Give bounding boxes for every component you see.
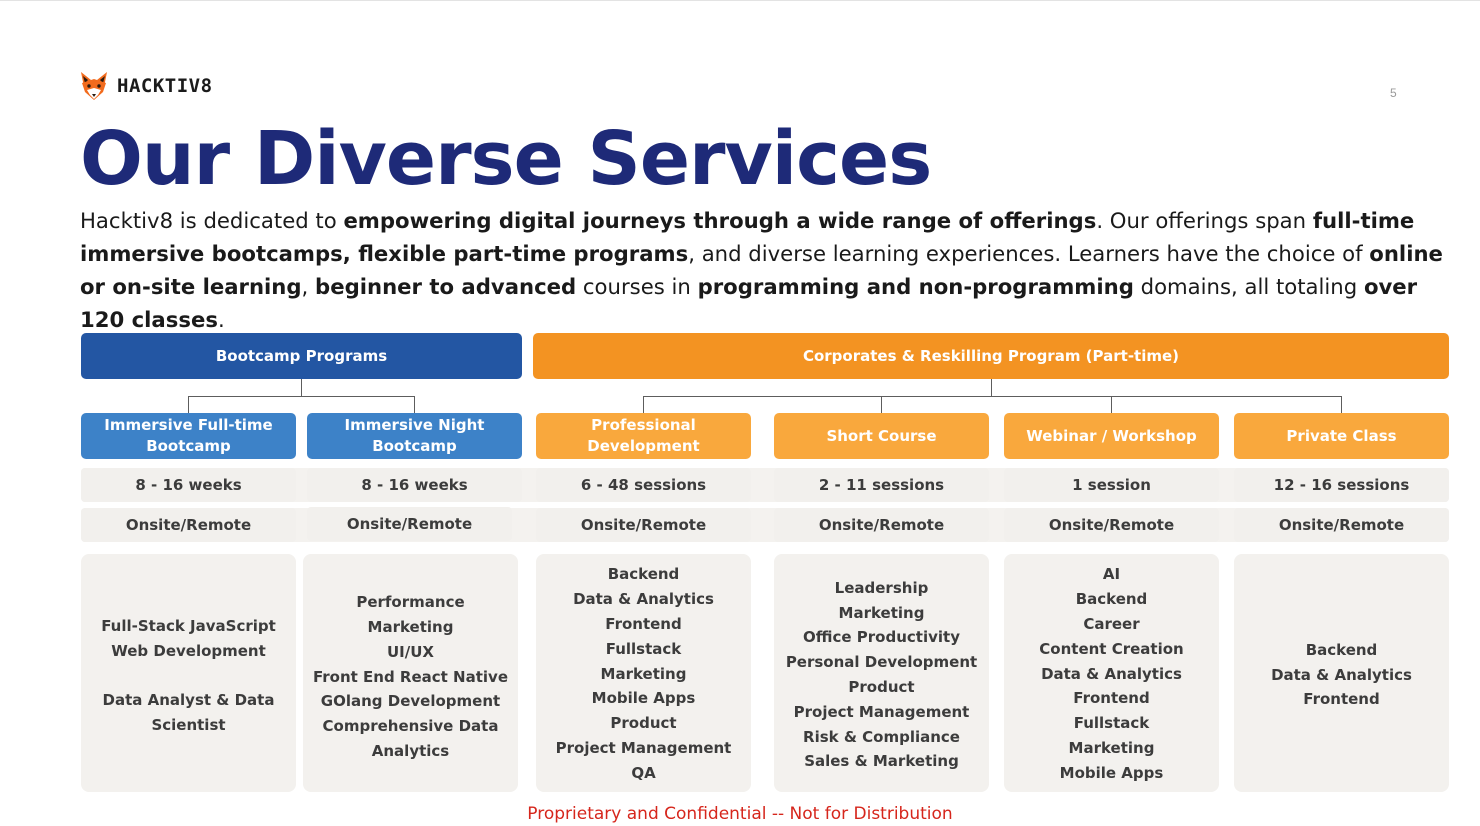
connector	[414, 396, 415, 413]
hacktiv8-logo	[78, 70, 213, 102]
intro-text: courses in	[576, 274, 698, 299]
duration-cell: 1 session	[1004, 468, 1219, 502]
topic-item: Project Management	[793, 702, 970, 721]
intro-highlight: online or on-site learning	[80, 241, 1443, 299]
topics-panel	[303, 554, 518, 792]
intro-highlight: full-time immersive bootcamps, flexible part-time programs	[80, 208, 1415, 266]
topic-item: AI	[1102, 565, 1121, 584]
topics-panel	[1004, 554, 1219, 792]
group-header-bootcamp: Bootcamp Programs	[81, 333, 522, 379]
topic-item: Personal Development	[785, 653, 978, 672]
topic-item: UI/UX	[387, 642, 434, 661]
topic-item: Backend	[1305, 640, 1378, 659]
topic-item: Front End React Native	[312, 667, 508, 686]
mode-cell: Onsite/Remote	[1234, 508, 1449, 542]
topic-item: Marketing	[600, 664, 687, 683]
connector	[1341, 396, 1342, 413]
fox-head-icon	[78, 70, 110, 102]
connector	[1111, 396, 1112, 413]
program-short-course: Short Course	[774, 413, 989, 459]
topic-item: Data & Analytics	[1041, 664, 1182, 683]
connector	[643, 396, 644, 413]
topic-item: Frontend	[605, 615, 682, 633]
intro-highlight: programming and non-programming	[697, 274, 1134, 299]
topic-item: Frontend	[1073, 689, 1150, 708]
intro-text: domains, all totaling	[1133, 274, 1364, 299]
intro-highlight: beginner to advanced	[315, 274, 577, 299]
program-immersive-night: Immersive Night Bootcamp	[307, 413, 522, 459]
topic-item: Office Productivity	[803, 628, 960, 647]
topic-item: Data & Analytics	[1271, 665, 1412, 684]
mode-cell: Onsite/Remote	[307, 507, 512, 541]
topic-item: Analytics	[371, 741, 450, 760]
mode-cell: Onsite/Remote	[536, 508, 751, 542]
intro-text: Hacktiv8 is dedicated to	[80, 208, 344, 233]
topic-item: Data Analyst & Data	[102, 691, 275, 710]
intro-paragraph	[80, 204, 1455, 336]
connector	[301, 379, 302, 396]
connector	[188, 396, 189, 413]
topic-item: Web Development	[111, 641, 266, 660]
program-immersive-fulltime: Immersive Full-time Bootcamp	[81, 413, 296, 459]
mode-cell: Onsite/Remote	[1004, 508, 1219, 542]
connector	[643, 396, 1342, 397]
top-divider	[0, 0, 1480, 1]
topic-item: Mobile Apps	[591, 689, 696, 708]
duration-cell: 12 - 16 sessions	[1234, 468, 1449, 502]
topic-item: Comprehensive Data	[322, 717, 499, 736]
duration-cell: 8 - 16 weeks	[81, 468, 296, 502]
topic-item: QA	[631, 763, 656, 782]
topics-panel	[1234, 554, 1449, 792]
topic-item: Risk & Compliance	[803, 727, 960, 746]
topic-item: Project Management	[555, 738, 732, 757]
mode-cell: Onsite/Remote	[81, 508, 296, 542]
topic-item: GOlang Development	[320, 692, 501, 711]
intro-text: , and diverse learning experiences. Learners have the choice of	[688, 241, 1370, 266]
intro-text: ,	[301, 274, 316, 299]
page-number: 5	[1390, 86, 1397, 100]
program-professional-development: Professional Development	[536, 413, 751, 459]
mode-cell: Onsite/Remote	[774, 508, 989, 542]
topic-item: Frontend	[1303, 690, 1380, 709]
intro-text: .	[217, 307, 225, 332]
topic-item: Fullstack	[605, 639, 682, 658]
intro-text: . Our offerings span	[1096, 208, 1313, 233]
topic-item: Backend	[1075, 590, 1148, 609]
topic-item: Fullstack	[1073, 714, 1150, 733]
duration-cell: 2 - 11 sessions	[774, 468, 989, 502]
duration-cell: 8 - 16 weeks	[307, 468, 522, 502]
topic-item: Scientist	[151, 716, 226, 735]
topic-item: Full-Stack JavaScript	[101, 617, 276, 635]
topic-item: Sales & Marketing	[804, 752, 959, 771]
page-title: Our Diverse Services	[80, 116, 932, 202]
topic-item: Data & Analytics	[573, 590, 714, 609]
topic-item: Product	[848, 678, 915, 696]
topic-item: Marketing	[1068, 738, 1155, 757]
topic-item: Marketing	[367, 618, 454, 636]
topic-item: Product	[610, 714, 677, 733]
intro-highlight: over 120 classes	[80, 274, 1418, 332]
confidentiality-footer: Proprietary and Confidential -- Not for Distribution	[527, 804, 953, 824]
connector	[991, 379, 992, 396]
program-webinar-workshop: Webinar / Workshop	[1004, 413, 1219, 459]
topic-item: Performance	[356, 593, 465, 612]
topics-panel	[536, 554, 751, 792]
topic-item: Backend	[607, 565, 680, 584]
group-header-corporate: Corporates & Reskilling Program (Part-time)	[533, 333, 1449, 379]
topic-item: Leadership	[834, 578, 929, 597]
connector	[881, 396, 882, 413]
program-private-class: Private Class	[1234, 413, 1449, 459]
topics-panel	[81, 554, 296, 792]
topics-panel	[774, 554, 989, 792]
topic-item: Career	[1083, 615, 1140, 633]
duration-cell: 6 - 48 sessions	[536, 468, 751, 502]
intro-highlight: empowering digital journeys through a wide range of offerings	[343, 208, 1097, 233]
logo-text: HACKTIV8	[117, 75, 213, 97]
topic-item: Mobile Apps	[1059, 763, 1164, 782]
topic-item: Content Creation	[1039, 639, 1184, 658]
connector	[188, 396, 415, 397]
topic-item: Marketing	[838, 603, 925, 622]
